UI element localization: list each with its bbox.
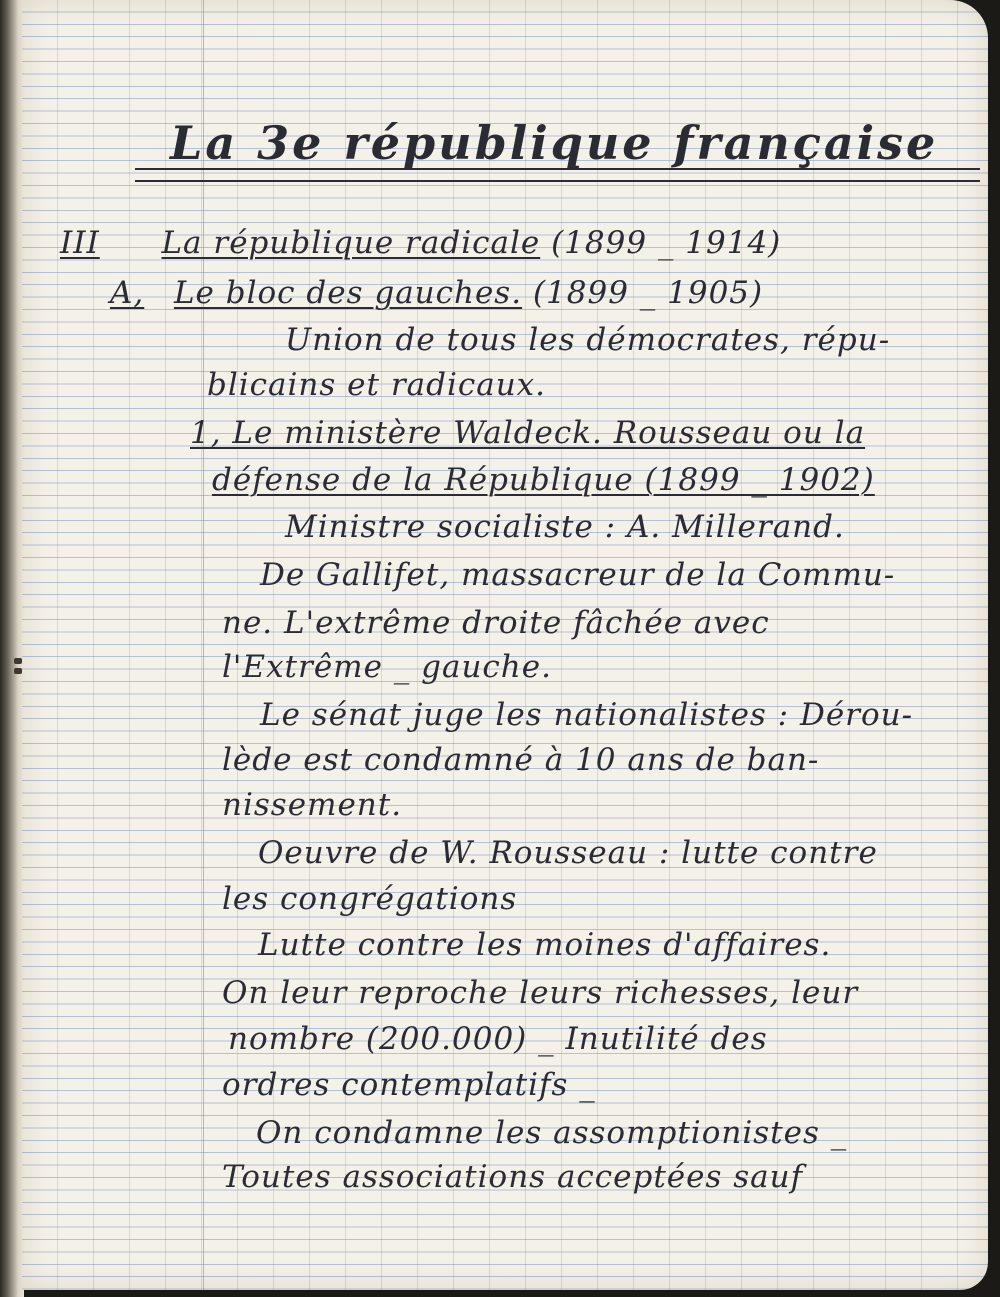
text-line: Toutes associations acceptées sauf (222, 1159, 804, 1195)
section-numeral: III (60, 225, 100, 261)
section-heading (60, 225, 782, 261)
binding-ring-mark (14, 658, 22, 664)
text-line: les congrégations (222, 881, 518, 917)
text-line: De Gallifet, massacreur de la Commu- (260, 557, 896, 593)
title-underline (135, 168, 980, 182)
text-line: nombre (200.000) _ Inutilité des (228, 1021, 768, 1057)
section-dates: (1899 _ 1914) (551, 225, 782, 261)
text-line: ordres contemplatifs _ (222, 1067, 596, 1103)
text-line: Le sénat juge les nationalistes : Dérou- (260, 697, 914, 733)
binding-ring-mark (14, 668, 22, 674)
notebook-binding (0, 0, 24, 1297)
text-line: Ministre socialiste : A. Millerand. (285, 509, 845, 545)
text-line: défense de la République (1899 _ 1902) (212, 462, 875, 498)
text-line: ne. L'extrême droite fâchée avec (222, 605, 770, 641)
page-title: La 3e république française (170, 116, 939, 170)
text-line: blicains et radicaux. (207, 367, 547, 403)
text-line: 1, Le ministère Waldeck. Rousseau ou la (190, 415, 866, 451)
subsection-heading (110, 275, 764, 311)
text-line: On condamne les assomptionistes _ (256, 1115, 848, 1151)
text-line: Lutte contre les moines d'affaires. (258, 927, 832, 963)
subsection-dates: (1899 _ 1905) (532, 275, 764, 311)
subsection-title: Le bloc des gauches. (173, 275, 523, 311)
section-title: La république radicale (161, 225, 541, 261)
text-line: On leur reproche leurs richesses, leur (222, 975, 859, 1011)
subsection-letter: A, (110, 275, 145, 311)
text-line: Union de tous les démocrates, répu- (285, 322, 891, 358)
text-line: Oeuvre de W. Rousseau : lutte contre (258, 835, 878, 871)
margin-line (203, 0, 204, 1290)
text-line: l'Extrême _ gauche. (222, 649, 552, 685)
text-line: lède est condamné à 10 ans de ban- (222, 742, 820, 778)
text-line: nissement. (222, 787, 403, 823)
